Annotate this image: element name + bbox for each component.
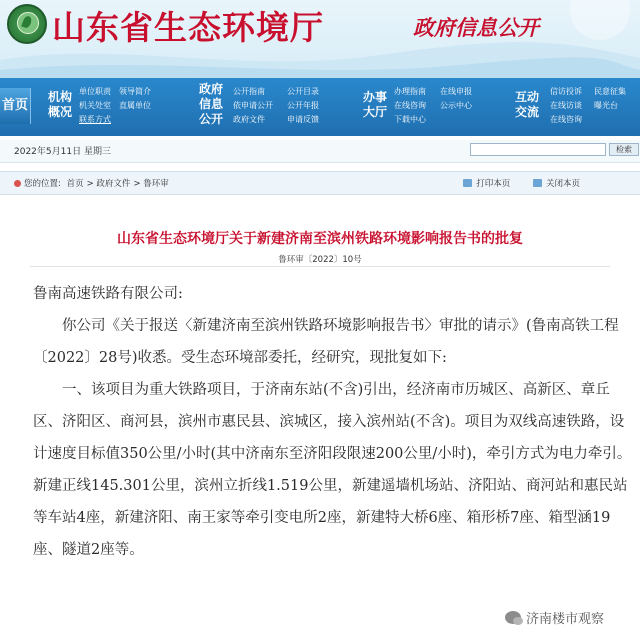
emblem-logo[interactable] <box>7 4 47 44</box>
title-divider <box>30 266 610 267</box>
nav-link[interactable]: 在线申报 <box>440 87 472 96</box>
breadcrumb-item-gov-docs[interactable]: 政府文件 <box>96 179 131 189</box>
nav-link[interactable]: 联系方式 <box>79 115 111 124</box>
document-number: 鲁环审〔2022〕10号 <box>278 255 362 265</box>
nav-link[interactable]: 办理指南 <box>394 87 426 96</box>
nav-link[interactable]: 在线咨询 <box>550 115 582 124</box>
nav-category-label: 政府 信息 公开 <box>198 82 223 126</box>
close-window-icon <box>533 179 542 187</box>
site-header <box>0 0 640 78</box>
breadcrumb-item-current[interactable]: 鲁环审 <box>143 179 169 189</box>
paragraph-2: 一、该项目为重大铁路项目，于济南东站(不含)引出，经济南市历城区、高新区、章丘区、济阳区、商河县，滨州市惠民县、滨城区，接入滨州站(不含)。项目为双线高速铁路，设计速度目标值350公里/小时(其中济南东至济阳段限速200公里/小时)，牵引方式为电力牵引。新建正线145.301公里，滨州立折线1.519公里，新建遥墙机场站、济阳站、商河站和惠民站等车站4座，新建济阳、南王家等牵引变电所2座，新建特大桥6座、箱形桥7座、箱型涵19座、隧道2座等。 <box>33 382 632 558</box>
nav-link[interactable]: 公开目录 <box>287 87 319 96</box>
nav-link[interactable]: 机关处室 <box>79 101 111 110</box>
nav-link[interactable]: 公示中心 <box>440 101 472 110</box>
nav-category-service-hall[interactable] <box>360 90 390 120</box>
document-body <box>33 278 633 566</box>
search-button[interactable]: 检索 <box>609 143 639 156</box>
gov-info-open-title: 政府信息公开 <box>413 16 539 40</box>
current-date: 2022年5月11日 星期三 <box>14 147 111 157</box>
nav-link[interactable]: 民意征集 <box>594 87 626 96</box>
document-title: 山东省生态环境厅关于新建济南至滨州铁路环境影响报告书的批复 <box>117 231 523 247</box>
wechat-icon <box>505 611 521 624</box>
nav-category-interaction[interactable] <box>512 90 542 120</box>
page-actions <box>443 177 580 189</box>
nav-link[interactable]: 直属单位 <box>119 101 151 110</box>
nav-link[interactable]: 申请反馈 <box>287 115 319 124</box>
addressee: 鲁南高速铁路有限公司: <box>33 286 183 302</box>
watermark <box>505 608 604 627</box>
date-search-bar <box>0 140 640 163</box>
nav-home-button[interactable]: 首页 <box>0 88 31 124</box>
nav-link[interactable]: 信访投诉 <box>550 87 582 96</box>
breadcrumb-bar <box>0 171 640 195</box>
main-nav <box>0 78 640 136</box>
breadcrumb-label: 您的位置: <box>24 179 61 189</box>
site-title[interactable]: 山东省生态环境厅 <box>52 8 324 47</box>
location-pin-icon <box>14 180 21 187</box>
nav-link[interactable]: 曝光台 <box>594 101 618 110</box>
print-label: 打印本页 <box>476 179 511 189</box>
watermark-text: 济南楼市观察 <box>526 612 605 627</box>
nav-link[interactable]: 依申请公开 <box>233 101 273 110</box>
nav-link[interactable]: 公开年报 <box>287 101 319 110</box>
nav-link[interactable]: 在线访谈 <box>550 101 582 110</box>
breadcrumb: 您的位置: 首页 > 政府文件 > 鲁环审 <box>14 177 172 189</box>
close-page-button[interactable] <box>533 179 580 189</box>
search-input[interactable] <box>470 143 606 156</box>
nav-link[interactable]: 下载中心 <box>394 115 426 124</box>
print-page-button[interactable] <box>463 179 510 189</box>
nav-category-gov-info[interactable] <box>196 82 226 127</box>
nav-link[interactable]: 公开指南 <box>233 87 265 96</box>
paragraph-1: 你公司《关于报送〈新建济南至滨州铁路环境影响报告书〉审批的请示》(鲁南高铁工程〔2022〕28号)收悉。受生态环境部委托，经研究，现批复如下: <box>33 318 619 366</box>
nav-link[interactable]: 领导简介 <box>119 87 151 96</box>
nav-category-label: 机构 概况 <box>47 90 72 119</box>
breadcrumb-item-home[interactable]: 首页 <box>66 179 84 189</box>
printer-icon <box>463 179 472 187</box>
close-label: 关闭本页 <box>545 179 580 189</box>
nav-link[interactable]: 政府文件 <box>233 115 265 124</box>
nav-link[interactable]: 单位职责 <box>79 87 111 96</box>
nav-category-label: 互动 交流 <box>514 90 539 119</box>
nav-link[interactable]: 在线咨询 <box>394 101 426 110</box>
nav-category-institution[interactable] <box>46 90 74 120</box>
nav-category-label: 办事 大厅 <box>362 90 387 119</box>
